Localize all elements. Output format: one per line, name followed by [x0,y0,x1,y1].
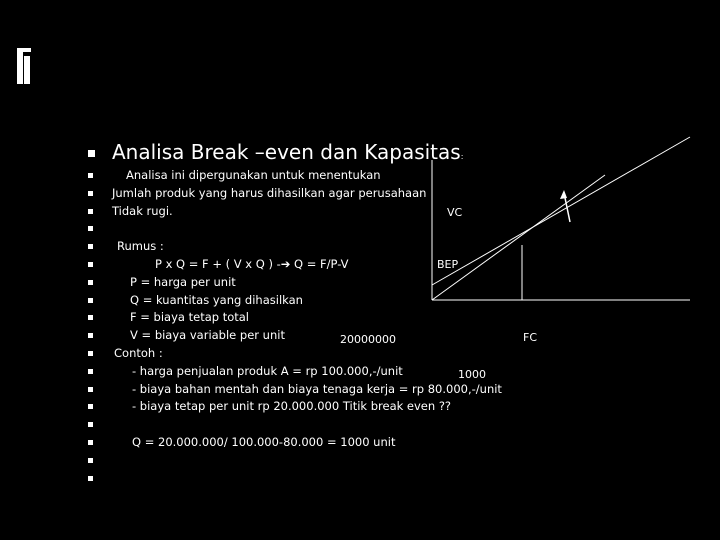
list-bullet [88,280,93,285]
revenue-line [432,175,605,300]
list-bullet [88,404,93,409]
list-bullet [88,458,93,463]
list-bullet [88,351,93,356]
fc-value-label: 20000000 [340,333,396,346]
list-item: Contoh : [114,346,163,360]
cost-line [432,137,690,285]
q-value-label: 1000 [458,368,486,381]
list-bullet [88,369,93,374]
list-bullet [88,226,93,231]
list-item: P x Q = F + ( V x Q ) -➔ Q = F/P-V [155,257,349,271]
bep-label: BEP [437,258,459,271]
list-item: V = biaya variable per unit [130,328,285,343]
list-item: P = harga per unit [130,274,236,289]
list-item: Rumus : [117,239,164,254]
list-bullet [88,476,93,481]
list-bullet [88,333,93,338]
list-bullet [88,262,93,267]
list-item: Analisa ini dipergunakan untuk menentukan [126,168,381,182]
vc-label: VC [447,206,463,219]
list-item: Tidak rugi. [112,203,173,218]
list-bullet [88,191,93,196]
list-bullet [88,440,93,445]
list-item: Q = 20.000.000/ 100.000-80.000 = 1000 unit [132,435,396,449]
slide-title: Analisa Break –even dan Kapasitas: [112,140,464,164]
list-bullet [88,173,93,178]
list-item: Jumlah produk yang harus dihasilkan agar perusahaan [112,185,427,200]
vc-arrowhead [560,190,567,199]
list-item: - harga penjualan produk A = rp 100.000,-/unit [132,363,403,378]
list-bullet [88,209,93,214]
list-bullet [88,315,93,320]
list-item: - biaya tetap per unit rp 20.000.000 Titik break even ?? [132,399,452,414]
list-bullet [88,298,93,303]
list-item: - biaya bahan mentah dan biaya tenaga kerja = rp 80.000,-/unit [132,381,502,396]
list-bullet [88,244,93,249]
fc-label: FC [523,331,538,344]
list-item: F = biaya tetap total [130,310,250,325]
list-bullet [88,422,93,427]
list-bullet [88,387,93,392]
list-item: Q = kuantitas yang dihasilkan [130,292,303,307]
